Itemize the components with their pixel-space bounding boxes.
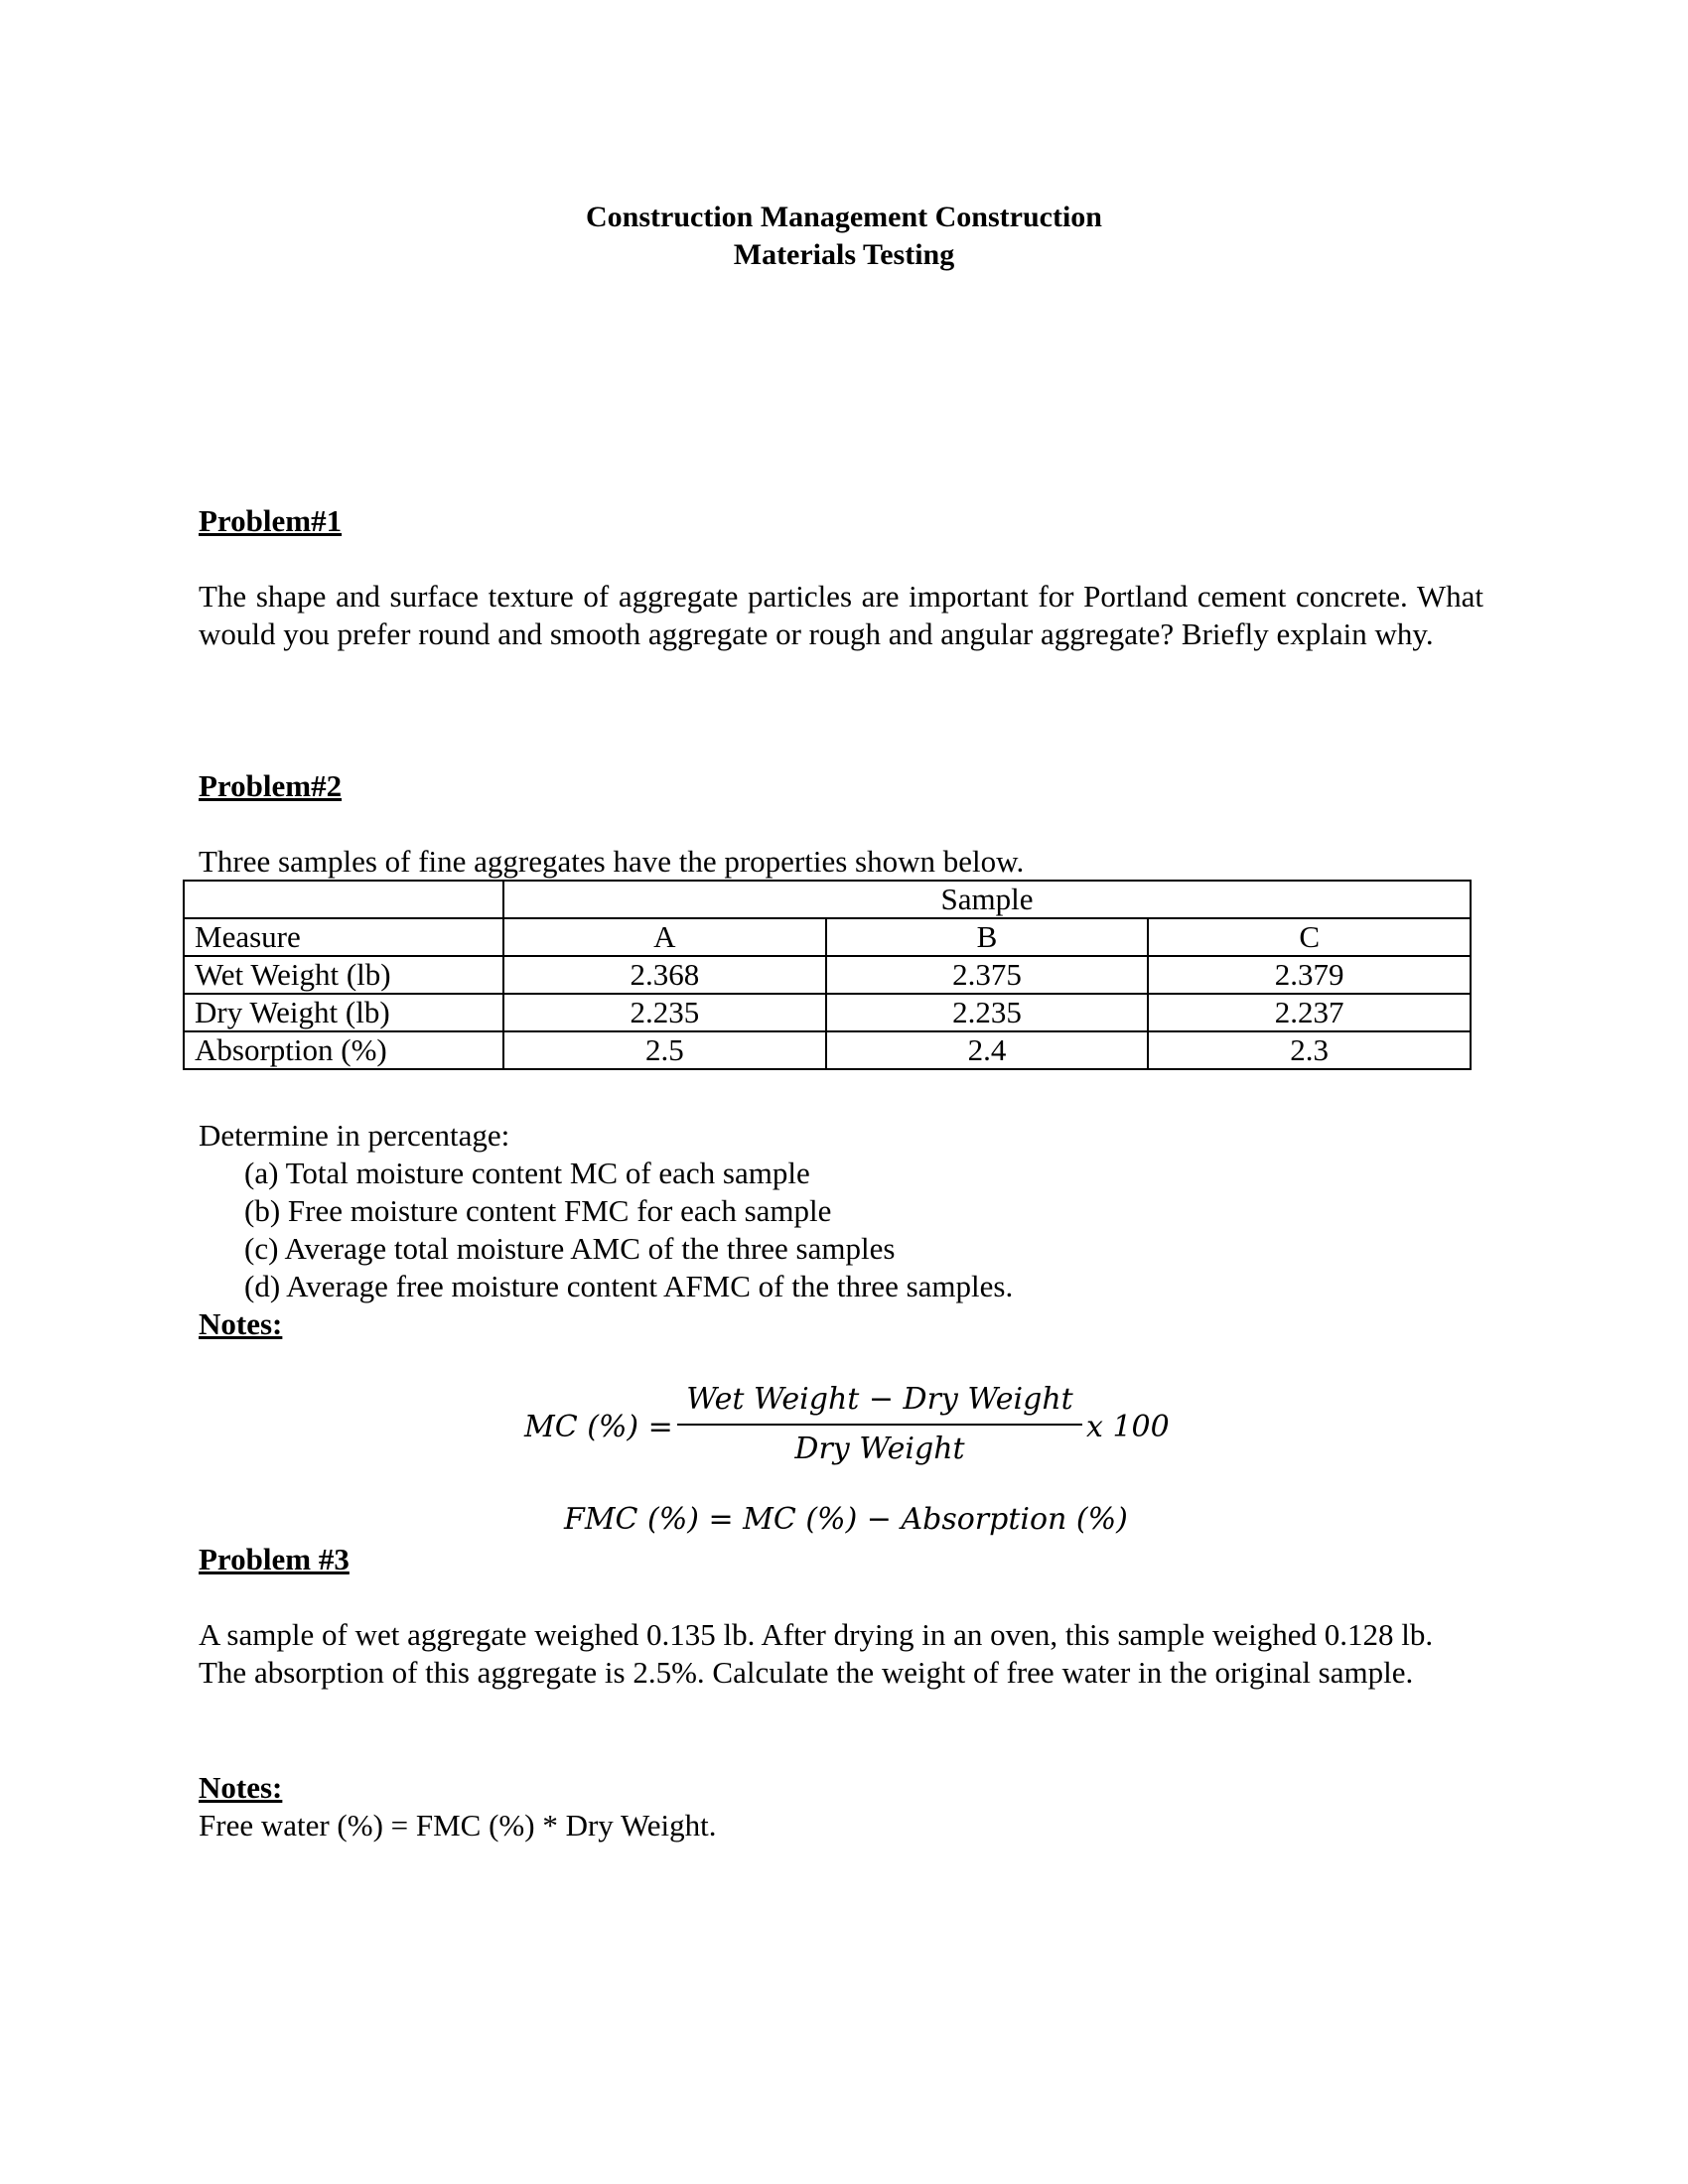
table-row [184,994,1471,1031]
table-row [184,956,1471,994]
notes-heading: Notes: [199,1306,283,1341]
cell-value: 2.237 [1148,994,1471,1031]
free-water-note: Free water (%) = FMC (%) * Dry Weight. [199,1808,717,1843]
fraction-bar [677,1424,1082,1426]
determine-text: Determine in percentage: [199,1118,510,1153]
table-row [184,1031,1471,1069]
cell-value: 2.379 [1148,956,1471,994]
cell-value: 2.4 [826,1031,1149,1069]
properties-table [183,880,1472,1070]
title-line-2: Materials Testing [733,238,955,271]
page-title [0,199,1688,274]
cell-value: 2.3 [1148,1031,1471,1069]
mc-formula-rhs: x 100 [1086,1410,1170,1444]
table-header-row-2 [184,918,1471,956]
list-item: (b) Free moisture content FMC for each sample [244,1193,832,1228]
determine-list [244,1155,1013,1305]
list-item: (c) Average total moisture AMC of the three samples [244,1231,896,1266]
notes-heading-2: Notes: [199,1770,283,1805]
row-label: Dry Weight (lb) [184,994,503,1031]
cell-value: 2.235 [826,994,1149,1031]
problem-1-text: The shape and surface texture of aggregate particles are important for Portland cement concrete. What would you prefer round and smooth aggregate or rough and angular aggregate? Briefly explain why. [199,579,1483,651]
sample-header-b: B [826,918,1149,956]
measure-header: Measure [184,918,503,956]
mc-formula-lhs: MC (%) = [524,1410,673,1444]
row-label: Wet Weight (lb) [184,956,503,994]
cell-value: 2.235 [503,994,826,1031]
table-corner-cell [184,881,503,918]
sample-header-a: A [503,918,826,956]
row-label: Absorption (%) [184,1031,503,1069]
mc-numerator: Wet Weight − Dry Weight [686,1382,1073,1417]
title-line-1: Construction Management Construction [586,201,1102,233]
problem-2-intro: Three samples of fine aggregates have the properties shown below. [199,844,1025,879]
cell-value: 2.368 [503,956,826,994]
mc-denominator: Dry Weight [794,1432,965,1466]
problem-3-heading: Problem #3 [199,1542,350,1576]
list-item: (d) Average free moisture content AFMC of the three samples. [244,1269,1014,1303]
list-item: (a) Total moisture content MC of each sample [244,1156,810,1190]
cell-value: 2.375 [826,956,1149,994]
fmc-formula: FMC (%) = MC (%) − Absorption (%) [564,1502,1128,1537]
cell-value: 2.5 [503,1031,826,1069]
problem-3-text: A sample of wet aggregate weighed 0.135 lb. After drying in an oven, this sample weighed 0.128 lb. The absorption of this aggregate is 2.5%. Calculate the weight of free water in the original sample. [199,1617,1434,1690]
problem-1-heading: Problem#1 [199,503,343,538]
table-header-row-1 [184,881,1471,918]
mc-fraction [677,1378,1082,1471]
sample-header-c: C [1148,918,1471,956]
table-group-header: Sample [503,881,1471,918]
problem-2-heading: Problem#2 [199,768,343,803]
